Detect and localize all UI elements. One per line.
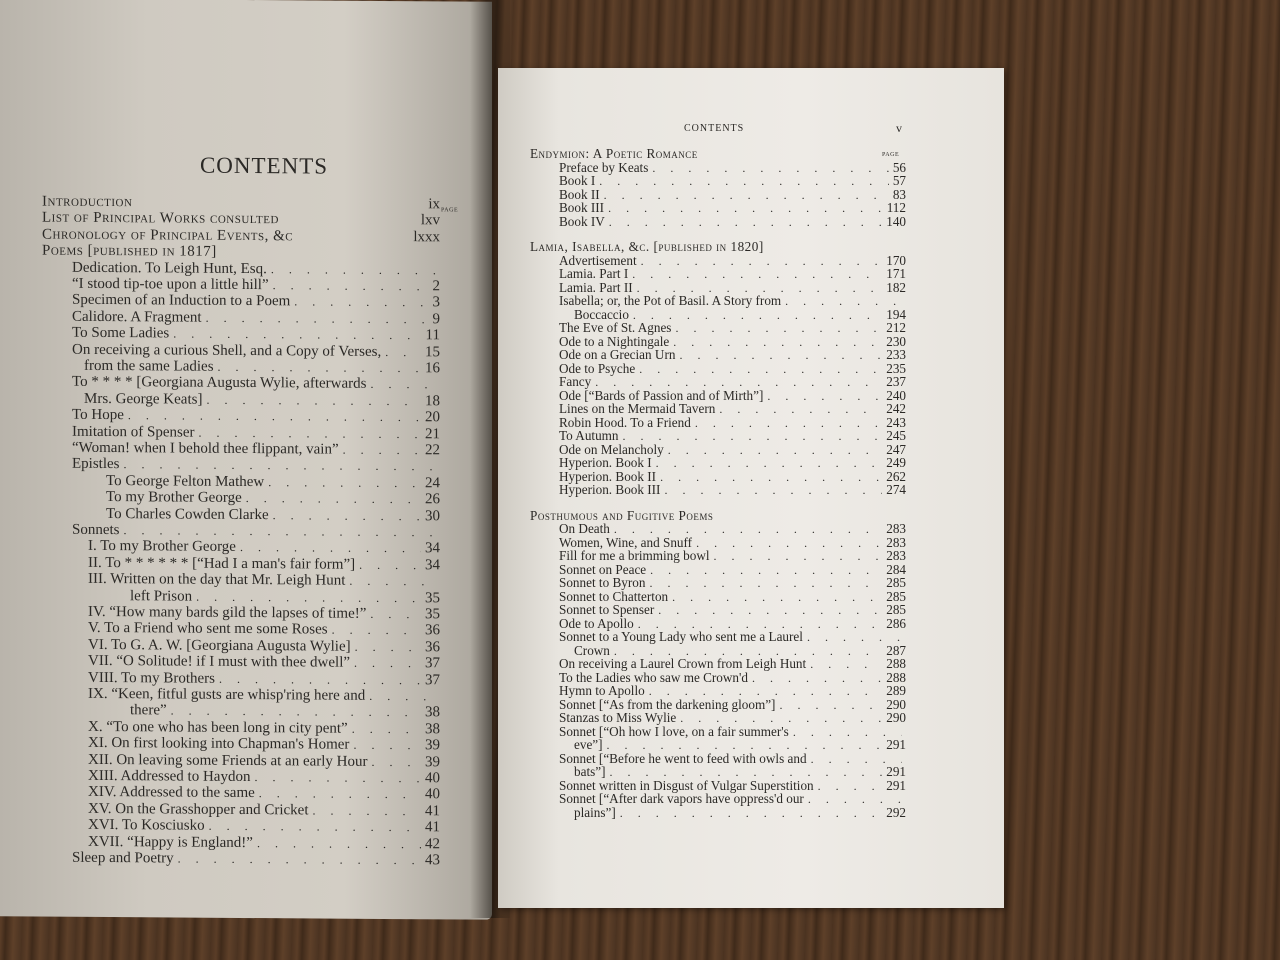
page-number: 212 — [886, 320, 906, 335]
dot-leader — [664, 483, 882, 498]
dot-leader — [173, 327, 421, 344]
page-number: 83 — [892, 186, 906, 202]
page-number: 11 — [425, 327, 440, 344]
entry-title: I. To my Brother George — [88, 538, 236, 556]
entry-title: Sleep and Poetry — [72, 849, 174, 867]
entry-title: bats”] — [574, 764, 606, 779]
entry-title: Book II — [559, 186, 600, 202]
dot-leader — [196, 589, 421, 606]
page-number: 285 — [886, 575, 906, 590]
entry-title: To * * * * [Georgiana Augusta Wylie, afterwards — [72, 374, 367, 393]
entry-title: XIV. Addressed to the same — [88, 784, 255, 802]
page-number: 36 — [425, 639, 440, 656]
page-number: 170 — [886, 252, 906, 268]
entry-title: On Death — [559, 521, 610, 536]
entry-title: To my Brother George — [106, 489, 242, 507]
entry-title: Stanzas to Miss Wylie — [559, 710, 677, 725]
entry-title: Hyperion. Book II — [559, 468, 657, 484]
entry-title: Hyperion. Book I — [559, 455, 652, 470]
page-number: 288 — [886, 669, 906, 685]
entry-title: left Prison — [130, 587, 193, 605]
dot-leader — [620, 806, 882, 821]
page-number: 182 — [886, 279, 906, 295]
entry-title: Introduction — [42, 193, 133, 211]
dot-leader — [609, 215, 882, 230]
page-number: 2 — [432, 278, 440, 295]
page-number: 290 — [886, 696, 906, 712]
entry-title: “Woman! when I behold thee flippant, vain” — [72, 439, 339, 458]
entry-title: Sonnets — [72, 521, 120, 539]
entry-title: from the same Ladies — [84, 357, 214, 375]
toc-entry — [574, 805, 906, 821]
entry-title: Chronology of Principal Events, &c — [42, 226, 294, 245]
entry-title: VIII. To my Brothers — [88, 669, 215, 687]
page-number: 37 — [425, 655, 440, 672]
page-number: 242 — [886, 401, 906, 416]
dot-leader — [369, 689, 436, 704]
dot-leader — [343, 443, 421, 459]
page-number: 247 — [886, 441, 906, 457]
dot-leader — [218, 360, 421, 376]
page-column-label: PAGE — [441, 207, 459, 214]
entry-title: V. To a Friend who sent me some Roses — [88, 620, 328, 638]
dot-leader — [240, 540, 421, 556]
toc-entry — [559, 214, 906, 230]
page-number: 287 — [886, 642, 906, 658]
entry-title: Epistles — [72, 456, 120, 473]
page-number: 40 — [425, 786, 440, 803]
entry-title: To Autumn — [559, 428, 619, 443]
page-number: 292 — [886, 804, 906, 820]
page-column-label: PAGE — [882, 152, 900, 158]
page-number: 140 — [886, 213, 906, 229]
dot-leader — [354, 656, 421, 671]
entry-title: Sonnet to Byron — [559, 575, 646, 590]
page-number: 36 — [425, 622, 440, 639]
page-number: 42 — [425, 835, 440, 852]
page-number: 9 — [432, 311, 440, 328]
page-number: 291 — [886, 764, 906, 779]
entry-title: plains”] — [574, 804, 616, 820]
dot-leader — [273, 278, 429, 294]
entry-title: Robin Hood. To a Friend — [559, 414, 691, 430]
page-number: lxxx — [413, 228, 440, 246]
entry-title: To Some Ladies — [72, 324, 170, 342]
page-number: lxv — [420, 212, 440, 229]
dot-leader — [372, 754, 421, 769]
toc-entry — [72, 850, 440, 870]
entry-title: Hymn to Apollo — [559, 683, 645, 698]
page-number: 21 — [425, 425, 440, 442]
entry-title: Boccaccio — [574, 306, 629, 322]
page-number: 274 — [886, 482, 906, 497]
page-number: 262 — [886, 468, 906, 484]
entry-title: XVI. To Kosciusko — [88, 817, 205, 834]
entry-title: Advertisement — [559, 252, 637, 268]
entry-title: Endymion: A Poetic Romance — [530, 146, 698, 161]
entry-title: To George Felton Mathew — [106, 472, 265, 490]
entry-title: Sonnet [“As from the darkening gloom”] — [559, 696, 776, 712]
toc-entry — [559, 482, 906, 498]
page-number: 230 — [886, 333, 906, 349]
entry-title: IV. “How many bards gild the lapses of time!” — [88, 603, 367, 622]
entry-title: Lamia. Part I — [559, 266, 629, 281]
page-number: 171 — [886, 266, 906, 281]
entry-title: Sonnet on Peace — [559, 561, 647, 577]
entry-title: Fill for me a brimming bowl — [559, 548, 710, 563]
page-number: 245 — [886, 428, 906, 443]
dot-leader — [359, 558, 421, 573]
right-page — [498, 68, 1004, 908]
dot-leader — [124, 523, 436, 540]
entry-title: XVII. “Happy is England!” — [88, 833, 253, 851]
page-number: ix — [428, 196, 440, 213]
page-title: CONTENTS — [199, 152, 329, 179]
page-number: 3 — [432, 294, 440, 311]
page-number: 20 — [425, 409, 440, 426]
page-number: 283 — [886, 534, 906, 550]
page-number: 289 — [886, 683, 906, 698]
entry-title: Ode on Melancholy — [559, 441, 664, 457]
entry-title: Calidore. A Fragment — [72, 308, 202, 326]
page-number: 39 — [425, 737, 440, 754]
page-number: 283 — [886, 548, 906, 563]
page-number: 286 — [886, 615, 906, 631]
entry-title: Lamia, Isabella, &c. [published in 1820] — [530, 239, 764, 254]
dot-leader — [355, 640, 421, 655]
entry-title: List of Principal Works consulted — [42, 209, 279, 228]
page-number: 40 — [425, 770, 440, 787]
dot-leader — [313, 803, 421, 819]
entry-title: XI. On first looking into Chapman's Homer — [88, 735, 350, 753]
entry-title: Preface by Keats — [559, 159, 649, 175]
page-number: 41 — [425, 803, 440, 820]
page-number: 237 — [886, 374, 906, 389]
dot-leader — [257, 836, 421, 852]
page-number: 112 — [886, 200, 906, 215]
entry-title: XIII. Addressed to Haydon — [88, 767, 251, 786]
entry-title: eve”] — [574, 737, 603, 752]
dot-leader — [385, 345, 421, 360]
dot-leader — [124, 458, 437, 475]
page-number: 290 — [886, 710, 906, 725]
page-number: 43 — [425, 852, 440, 869]
dot-leader — [294, 295, 428, 311]
entry-title: Women, Wine, and Snuff — [559, 534, 693, 550]
entry-title: VI. To G. A. W. [Georgiana Augusta Wylie] — [88, 636, 351, 655]
dot-leader — [206, 311, 429, 328]
entry-title: Ode to Psyche — [559, 360, 636, 376]
page-number: 233 — [886, 347, 906, 362]
dot-leader — [128, 408, 421, 425]
entry-title: XII. On leaving some Friends at an early Hour — [88, 751, 368, 770]
page-number: 35 — [425, 589, 440, 606]
dot-leader — [271, 262, 436, 278]
entry-title: Dedication. To Leigh Hunt, Esq. — [72, 259, 267, 277]
page-number: 283 — [886, 521, 906, 536]
dot-leader — [206, 393, 421, 409]
page-number: 37 — [425, 671, 440, 688]
entry-title: Crown — [574, 642, 610, 658]
entry-title: Ode [“Bards of Passion and of Mirth”] — [559, 387, 764, 403]
page-number: 285 — [886, 602, 906, 617]
dot-leader — [332, 623, 421, 639]
entry-title: Isabella; or, the Pot of Basil. A Story from — [559, 293, 782, 308]
entry-title: On receiving a curious Shell, and a Copy of Verses, — [72, 341, 382, 360]
entry-title: there” — [130, 702, 167, 719]
page-number: 18 — [425, 393, 440, 410]
page-number: 16 — [425, 360, 440, 377]
page-number: 38 — [425, 721, 440, 738]
entry-title: VII. “O Solitude! if I must with thee dwell” — [88, 653, 351, 671]
dot-leader — [178, 852, 421, 869]
entry-title: The Eve of St. Agnes — [559, 320, 672, 335]
dot-leader — [268, 475, 421, 491]
entry-title: X. “To one who has been long in city pent” — [88, 718, 348, 737]
page-number: 249 — [886, 455, 906, 470]
dot-leader — [273, 508, 421, 524]
dot-leader — [246, 491, 421, 507]
entry-title: Fancy — [559, 374, 592, 389]
page-number: 57 — [892, 173, 906, 188]
entry-title: Mrs. George Keats] — [84, 390, 203, 408]
entry-title: To Charles Cowden Clarke — [106, 505, 269, 523]
page-number: 240 — [886, 387, 906, 403]
entry-title: On receiving a Laurel Crown from Leigh Hunt — [559, 656, 807, 671]
entry-title: Sonnet to Spenser — [559, 602, 655, 617]
page-number: v — [896, 121, 903, 135]
entry-title: Poems [published in 1817] — [42, 242, 217, 260]
page-number: 235 — [886, 360, 906, 376]
page-number: 291 — [886, 737, 906, 752]
entry-title: Ode on a Grecian Urn — [559, 347, 676, 362]
page-number: 291 — [886, 777, 906, 793]
page-number: 35 — [425, 606, 440, 623]
entry-title: Specimen of an Induction to a Poem — [72, 292, 291, 310]
page-number: 24 — [425, 475, 440, 492]
dot-leader — [254, 770, 421, 786]
page-number: 38 — [425, 704, 440, 721]
entry-title: Posthumous and Fugitive Poems — [530, 507, 714, 523]
entry-title: Sonnet [“Before he went to feed with owls and — [559, 750, 807, 766]
dot-leader — [219, 671, 421, 687]
entry-title: Sonnet written in Disgust of Vulgar Superstition — [559, 777, 814, 793]
entry-title: IX. “Keen, fitful gusts are whisp'ring here and — [88, 685, 366, 704]
entry-title: Sonnet [“After dark vapors have oppress'd our — [559, 791, 804, 806]
dot-leader — [352, 722, 421, 737]
page-number: 22 — [425, 442, 440, 459]
entry-title: Sonnet to Chatterton — [559, 588, 669, 604]
page-number: 41 — [425, 819, 440, 836]
running-head: CONTENTS — [684, 123, 745, 134]
entry-title: Book I — [559, 173, 596, 188]
page-number: 34 — [425, 540, 440, 557]
dot-leader — [198, 425, 421, 442]
entry-title: Book IV — [559, 213, 605, 229]
page-number: 15 — [425, 343, 440, 360]
entry-title: “I stood tip-toe upon a little hill” — [72, 275, 269, 294]
entry-title: III. Written on the day that Mr. Leigh Hunt — [88, 571, 346, 589]
page-number: 26 — [425, 491, 440, 508]
dot-leader — [371, 377, 437, 392]
entry-title: Ode to Apollo — [559, 615, 634, 631]
page-number: 194 — [886, 306, 906, 322]
page-number: 56 — [892, 159, 906, 175]
entry-title: Ode to a Nightingale — [559, 333, 670, 349]
entry-title: II. To * * * * * * [“Had I a man's fair form”] — [88, 554, 356, 573]
entry-title: Sonnet [“Oh how I love, on a fair summer's — [559, 723, 789, 739]
entry-title: To the Ladies who saw me Crown'd — [559, 669, 748, 685]
page-number: 34 — [425, 557, 440, 574]
entry-title: Lines on the Mermaid Tavern — [559, 401, 716, 416]
dot-leader — [171, 704, 421, 721]
entry-title: Imitation of Spenser — [72, 423, 195, 441]
page-number: 243 — [886, 414, 906, 430]
entry-title: Book III — [559, 200, 605, 215]
entry-title: Hyperion. Book III — [559, 482, 661, 497]
entry-title: XV. On the Grasshopper and Cricket — [88, 800, 309, 819]
page-number: 30 — [425, 507, 440, 524]
dot-leader — [353, 738, 421, 753]
entry-title: Lamia. Part II — [559, 279, 633, 295]
dot-leader — [209, 819, 421, 835]
page-number: 39 — [425, 753, 440, 770]
entry-title: Sonnet to a Young Lady who sent me a Laurel — [559, 629, 803, 644]
page-number: 288 — [886, 656, 906, 671]
page-number: 284 — [886, 561, 906, 577]
entry-title: To Hope — [72, 406, 124, 424]
dot-leader — [259, 786, 421, 802]
dot-leader — [370, 607, 421, 622]
dot-leader — [349, 574, 436, 590]
left-page — [0, 0, 492, 920]
page-number: 285 — [886, 588, 906, 604]
